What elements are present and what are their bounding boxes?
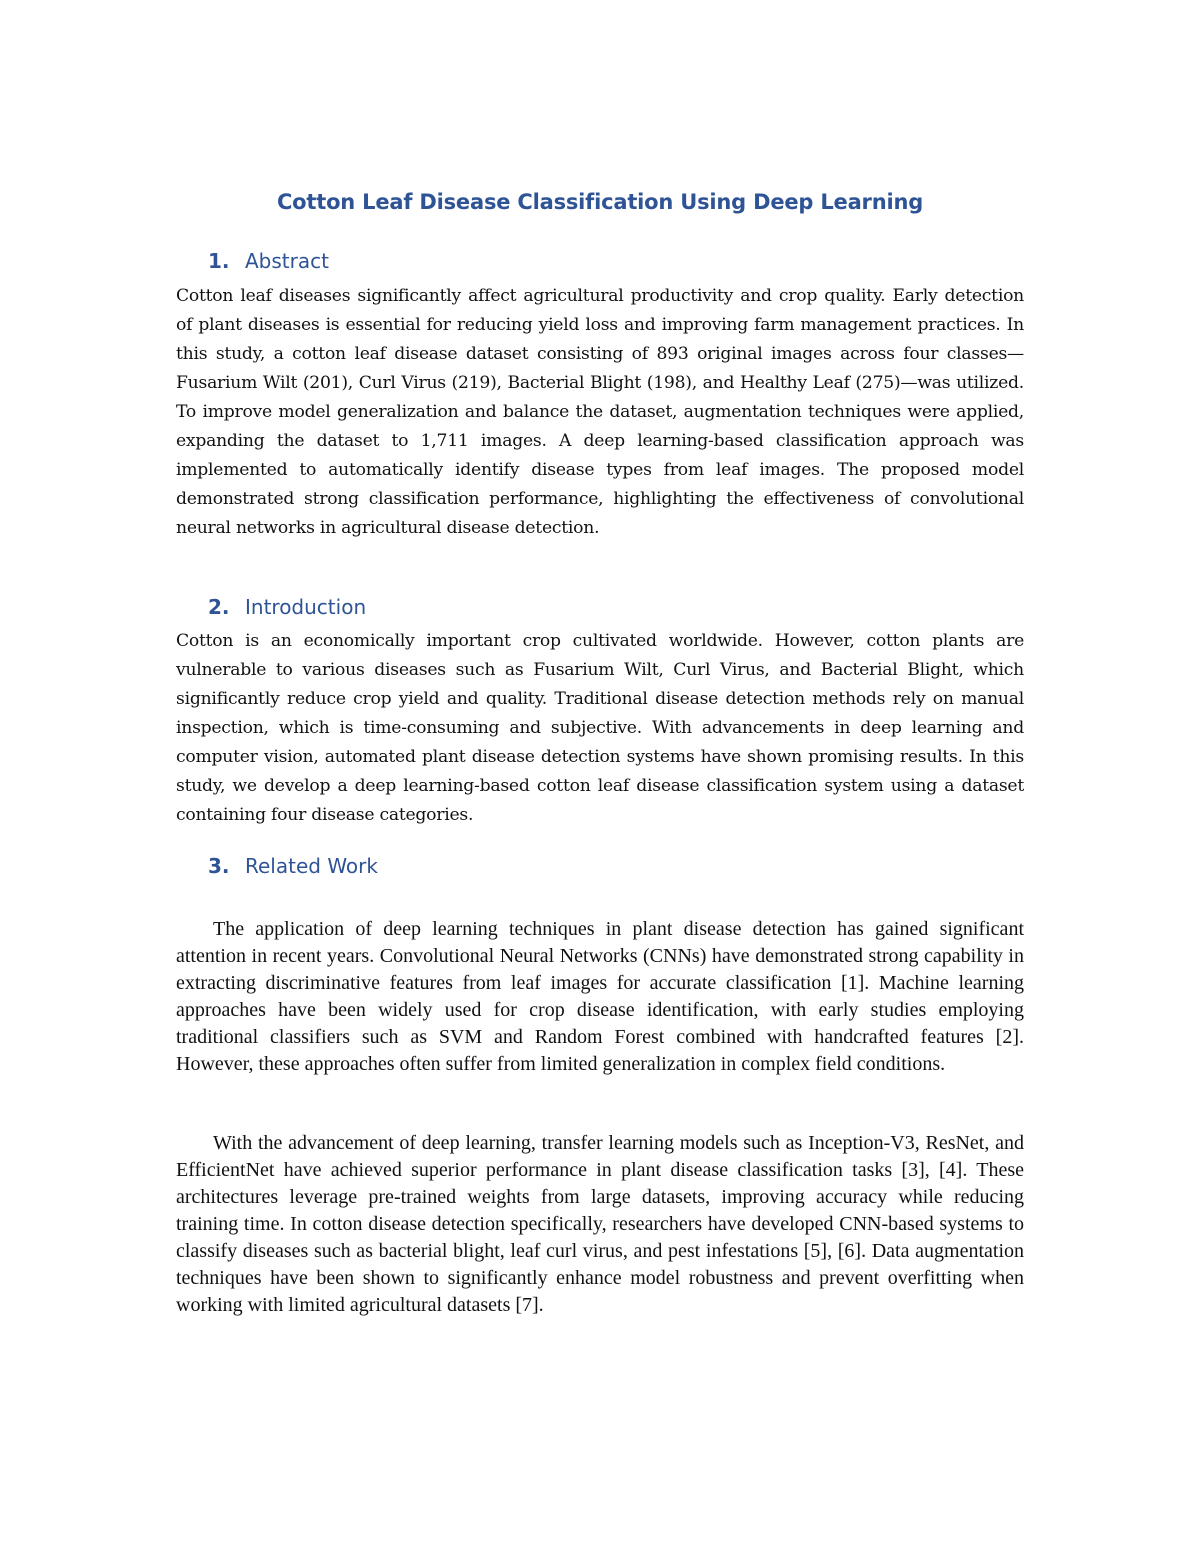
document-title: Cotton Leaf Disease Classification Using Deep Learning xyxy=(276,190,924,214)
section-number: 2. xyxy=(208,595,230,619)
section-heading-abstract xyxy=(208,249,329,273)
related-work-paragraph-1: The application of deep learning techniques in plant disease detection has gained significant attention in recent years. Convolutional Neural Networks (CNNs) have demonstrated strong capability in extracting discriminative features from leaf images for accurate classification [1]. Machine learning approaches have been widely used for crop disease identification, with early studies employing traditional classifiers such as SVM and Random Forest combined with handcrafted features [2]. However, these approaches often suffer from limited generalization in complex field conditions. xyxy=(176,918,1024,1075)
section-number: 1. xyxy=(208,249,230,273)
related-work-paragraph-2: With the advancement of deep learning, transfer learning models such as Inception-V3, ResNet, and EfficientNet have achieved superior performance in plant disease classification tasks [3], [4]. These architectures leverage pre-trained weights from large datasets, improving accuracy while reducing training time. In cotton disease detection specifically, researchers have developed CNN-based systems to classify diseases such as bacterial blight, leaf curl virus, and pest infestations [5], [6]. Data augmentation techniques have been shown to significantly enhance model robustness and prevent overfitting when working with limited agricultural datasets [7]. xyxy=(176,1132,1024,1316)
section-heading-related-work xyxy=(208,854,378,878)
section-title: Abstract xyxy=(245,249,329,273)
abstract-paragraph: Cotton leaf diseases significantly affect agricultural productivity and crop quality. Early detection of plant diseases is essential for reducing yield loss and improving farm management practices. In this study, a cotton leaf disease dataset consisting of 893 original images across four classes—Fusarium Wilt (201), Curl Virus (219), Bacterial Blight (198), and Healthy Leaf (275)—was utilized. To improve model generalization and balance the dataset, augmentation techniques were applied, expanding the dataset to 1,711 images. A deep learning-based classification approach was implemented to automatically identify disease types from leaf images. The proposed model demonstrated strong classification performance, highlighting the effectiveness of convolutional neural networks in agricultural disease detection. xyxy=(176,286,1024,538)
introduction-paragraph: Cotton is an economically important crop cultivated worldwide. However, cotton plants are vulnerable to various diseases such as Fusarium Wilt, Curl Virus, and Bacterial Blight, which significantly reduce crop yield and quality. Traditional disease detection methods rely on manual inspection, which is time-consuming and subjective. With advancements in deep learning and computer vision, automated plant disease detection systems have shown promising results. In this study, we develop a deep learning-based cotton leaf disease classification system using a dataset containing four disease categories. xyxy=(176,631,1024,825)
section-title: Related Work xyxy=(245,854,378,878)
section-heading-introduction xyxy=(208,595,366,619)
section-title: Introduction xyxy=(245,595,367,619)
section-number: 3. xyxy=(208,854,230,878)
